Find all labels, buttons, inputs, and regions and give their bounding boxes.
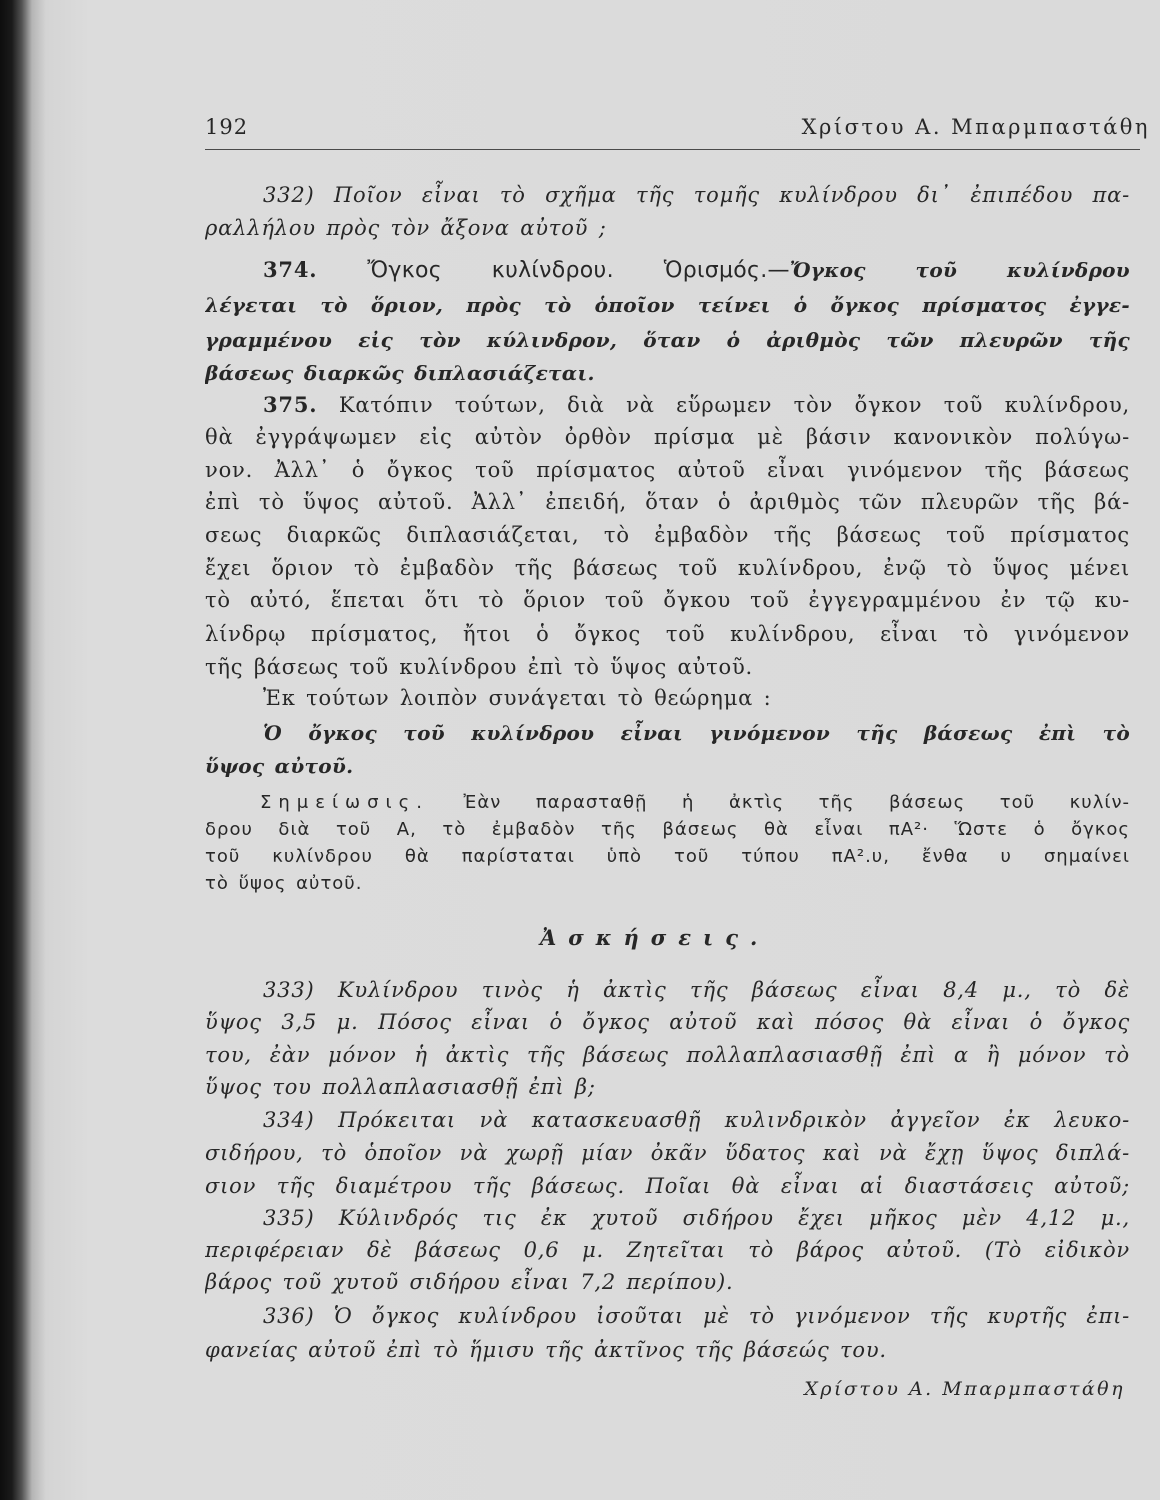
note-first-line	[260, 789, 1130, 817]
definition-line: γραμμένου εἰς τὸν κύλινδρον, ὅταν ὁ ἀριθμὸς τῶν πλευρῶν τῆς	[205, 328, 1130, 352]
exercise-335-line: βάρος τοῦ χυτοῦ σιδήρου εἶναι 7,2 περίπου).	[205, 1270, 734, 1294]
exercise-333-line: 333) Κυλίνδρου τινὸς ἡ ἀκτὶς τῆς βάσεως εἶναι 8,4 μ., τὸ δὲ	[263, 978, 1130, 1002]
note-line: τοῦ κυλίνδρου θὰ παρίσταται ὑπὸ τοῦ τύπου πΑ².υ, ἔνθα υ σημαίνει	[205, 846, 1130, 867]
note-line: δρου διὰ τοῦ Α, τὸ ἐμβαδὸν τῆς βάσεως θὰ εἶναι πΑ²· Ὥστε ὁ ὄγκος	[205, 819, 1130, 840]
question-332-line: ραλλήλου πρὸς τὸν ἄξονα αὐτοῦ ;	[205, 216, 607, 240]
note-line: τὸ ὕψος αὐτοῦ.	[205, 873, 363, 894]
definition-line: λέγεται τὸ ὅριον, πρὸς τὸ ὁποῖον τείνει ὁ ὄγκος πρίσματος ἐγγε-	[205, 293, 1130, 317]
paragraph-line: ἐπὶ τὸ ὕψος αὐτοῦ. Ἀλλ᾽ ἐπειδή, ὅταν ὁ ἀριθμὸς τῶν πλευρῶν τῆς βά-	[205, 490, 1130, 514]
footer-signature: Χρίστου Α. Μπαρμπαστάθη	[804, 1378, 1125, 1400]
exercise-333-line: ὕψος του πολλαπλασιασθῇ ἐπὶ β;	[205, 1075, 596, 1099]
exercise-336-line: φανείας αὐτοῦ ἐπὶ τὸ ἥμισυ τῆς ἀκτῖνος τῆς βάσεώς του.	[205, 1338, 887, 1362]
paragraph-line: θὰ ἐγγράψωμεν εἰς αὐτὸν ὀρθὸν πρίσμα μὲ βάσιν κανονικὸν πολύγω-	[205, 425, 1130, 449]
exercise-335-line: 335) Κύλινδρός τις ἐκ χυτοῦ σιδήρου ἔχει μῆκος μὲν 4,12 μ.,	[263, 1206, 1130, 1230]
paragraph-line: ἔχει ὅριον τὸ ἐμβαδὸν τῆς βάσεως τοῦ κυλίνδρου, ἐνῷ τὸ ὕψος μένει	[205, 556, 1130, 580]
paragraph-line: τῆς βάσεως τοῦ κυλίνδρου ἐπὶ τὸ ὕψος αὐτοῦ.	[205, 655, 753, 679]
definition-text: Ὄγκος τοῦ κυλίνδρου	[789, 258, 1130, 282]
note-text: Ἐὰν παρασταθῇ ἡ ἀκτὶς τῆς βάσεως τοῦ κυλίν-	[463, 792, 1130, 813]
paragraph-line: σεως διαρκῶς διπλασιάζεται, τὸ ἐμβαδὸν τῆς βάσεως τοῦ πρίσματος	[205, 523, 1130, 547]
exercise-333-line: ὕψος 3,5 μ. Πόσος εἶναι ὁ ὄγκος αὐτοῦ καὶ πόσος θὰ εἶναι ὁ ὄγκος	[205, 1010, 1130, 1034]
article-375-first-line	[263, 389, 1130, 421]
question-332-line: 332) Ποῖον εἶναι τὸ σχῆμα τῆς τομῆς κυλίνδρου δι᾽ ἐπιπέδου πα-	[263, 183, 1130, 207]
running-title: Χρίστου Α. Μπαρμπαστάθη	[801, 115, 1150, 139]
theorem-line: Ὁ ὄγκος τοῦ κυλίνδρου εἶναι γινόμενον τῆς βάσεως ἐπὶ τὸ	[263, 721, 1130, 745]
paragraph-line: λίνδρῳ πρίσματος, ἤτοι ὁ ὄγκος τοῦ κυλίνδρου, εἶναι τὸ γινόμενον	[205, 622, 1130, 646]
exercise-333-line: του, ἐὰν μόνον ἡ ἀκτὶς τῆς βάσεως πολλαπλασιασθῇ ἐπὶ α ἢ μόνον τὸ	[205, 1043, 1130, 1067]
page-number: 192	[205, 115, 249, 139]
article-heading: Ὄγκος κυλίνδρου. Ὁρισμός.—	[367, 258, 790, 283]
theorem-line: ὕψος αὐτοῦ.	[205, 754, 354, 778]
theorem-intro: Ἐκ τούτων λοιπὸν συνάγεται τὸ θεώρημα :	[263, 686, 772, 710]
exercise-334-line: σιον τῆς διαμέτρου τῆς βάσεως. Ποῖαι θὰ εἶναι αἱ διαστάσεις αὐτοῦ;	[205, 1174, 1130, 1198]
exercise-335-line: περιφέρειαν δὲ βάσεως 0,6 μ. Ζητεῖται τὸ βάρος αὐτοῦ. (Τὸ εἰδικὸν	[205, 1238, 1130, 1262]
exercise-336-line: 336) Ὁ ὄγκος κυλίνδρου ἰσοῦται μὲ τὸ γινόμενον τῆς κυρτῆς ἐπι-	[263, 1304, 1130, 1328]
note-label: Σημείωσις.	[260, 792, 429, 813]
paragraph-line: τὸ αὐτό, ἕπεται ὅτι τὸ ὅριον τοῦ ὄγκου τοῦ ἐγγεγραμμένου ἐν τῷ κυ-	[205, 588, 1130, 612]
exercise-334-line: 334) Πρόκειται νὰ κατασκευασθῇ κυλινδρικὸν ἀγγεῖον ἐκ λευκο-	[263, 1108, 1130, 1132]
paragraph-line: νον. Ἀλλ᾽ ὁ ὄγκος τοῦ πρίσματος αὐτοῦ εἶναι γινόμενον τῆς βάσεως	[205, 458, 1130, 482]
article-number: 374.	[263, 257, 318, 282]
exercises-heading: Ἀσκήσεις.	[540, 925, 770, 950]
header-rule	[205, 149, 1140, 150]
article-374-first-line	[263, 254, 1130, 286]
article-number: 375.	[263, 392, 318, 417]
paragraph-text: Κατόπιν τούτων, διὰ νὰ εὕρωμεν τὸν ὄγκον τοῦ κυλίνδρου,	[338, 393, 1130, 417]
definition-line: βάσεως διαρκῶς διπλασιάζεται.	[205, 361, 595, 385]
exercise-334-line: σιδήρου, τὸ ὁποῖον νὰ χωρῇ μίαν ὀκᾶν ὕδατος καὶ νὰ ἔχῃ ὕψος διπλά-	[205, 1141, 1130, 1165]
